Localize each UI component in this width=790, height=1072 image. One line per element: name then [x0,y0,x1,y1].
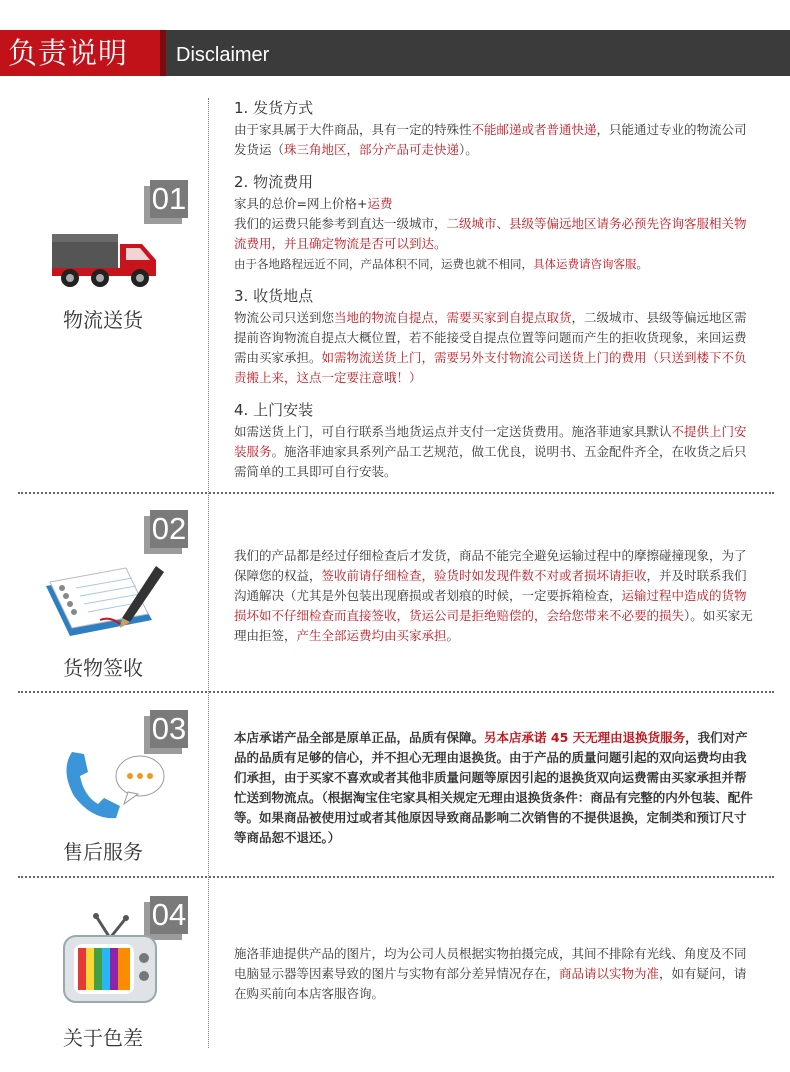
section-number-04: 04 [151,897,187,932]
section-divider [18,492,774,494]
section-divider [18,876,774,878]
heading-installation: 4. 上门安装 [234,401,314,419]
section-4-text: 施洛菲迪提供产品的图片，均为公司人员根据实物拍摄完成，其间不排除有光线、角度及不同电脑显示器等因素导致的图片与实物有部分差异情况存在，商品请以实物为准，如有疑问，请在购买前向本店客服咨询。 [234,946,747,1001]
section-caption-logistics: 物流送货 [63,308,143,332]
vertical-divider [208,98,209,1048]
header-title-en: Disclaimer [176,44,270,66]
notebook-pen-icon [40,558,166,640]
heading-shipping-method: 1. 发货方式 [234,99,314,117]
section-1-text: 1. 发货方式 由于家具属于大件商品，具有一定的特殊性不能邮递或者普通快递，只能通过专业的物流公司发货运（珠三角地区，部分产品可走快递）。 2. 物流费用 家具的总价=网上价格+运费 我们的运费只能参考到直达一级城市，二级城市、县级等偏远地区请务必预先咨询客服相关物流费用，并且确定物流是否可以到达。 由于各地路程远近不同，产品体积不同，运费也就不相同，具体运费请咨询客服。 3. 收货地点 物流公司只送到您当地的物流自提点，需要买家到自提点取货，二级城市、县级等偏远地区需提前咨询物流自提点大概位置，若不能接受自提点位置等问题而产生的拒收货现象，来回运费需由买家承担。如需物流送货上门，需要另外支付物流公司送货上门的费用（只送到楼下不负责搬上来，这点一定要注意哦！） 4. 上门安装 如需送货上门，可自行联系当地货运点并支付一定送货费用。施洛菲迪家具默认不提供上门安装服务。施洛菲迪家具系列产品工艺规范，做工优良，说明书、五金配件齐全，在收货之后只需简单的工具即可自行安装。 [234,96,758,482]
section-3-text: 本店承诺产品全部是原单正品，品质有保障。另本店承诺 45 天无理由退换货服务，我们对产品的品质有足够的信心，并不担心无理由退换货。由于产品的质量问题引起的双向运费均由我们承担，由于买家不喜欢或者其他非质量问题等原因引起的退换货双向运费需由买家承担并帮忙送到物流点。（根据淘宝住宅家具相关规定无理由退换货条件：商品有完整的内外包装、配件等。如果商品被使用过或者其他原因导致商品影响二次销售的不提供退换，定制类和预订尺寸等商品恕不退还。） [234,730,753,845]
section-number-01: 01 [151,181,187,216]
section-caption-receipt: 货物签收 [63,656,143,680]
section-caption-color-difference: 关于色差 [63,1026,143,1050]
phone-chat-icon [58,740,168,826]
retro-tv-icon [60,912,160,1012]
heading-pickup-location: 3. 收货地点 [234,287,314,305]
header-title-cn: 负责说明 [0,30,160,76]
delivery-truck-icon [50,228,162,290]
section-2-text: 我们的产品都是经过仔细检查后才发货，商品不能完全避免运输过程中的摩擦碰撞现象，为了保障您的权益，签收前请仔细检查，验货时如发现件数不对或者损坏请拒收，并及时联系我们沟通解决（尤其是外包装出现磨损或者划痕的时候，一定要拆箱检查，运输过程中造成的货物损坏如不仔细检查而直接签收，货运公司是拒绝赔偿的，会给您带来不必要的损失）。如买家无理由拒签，产生全部运费均由买家承担。 [234,548,753,643]
section-number-02: 02 [151,511,187,546]
section-caption-after-sales: 售后服务 [63,840,143,864]
heading-shipping-fee: 2. 物流费用 [234,173,314,191]
section-divider [18,691,774,693]
section-number-03: 03 [151,711,187,746]
header [0,30,790,76]
